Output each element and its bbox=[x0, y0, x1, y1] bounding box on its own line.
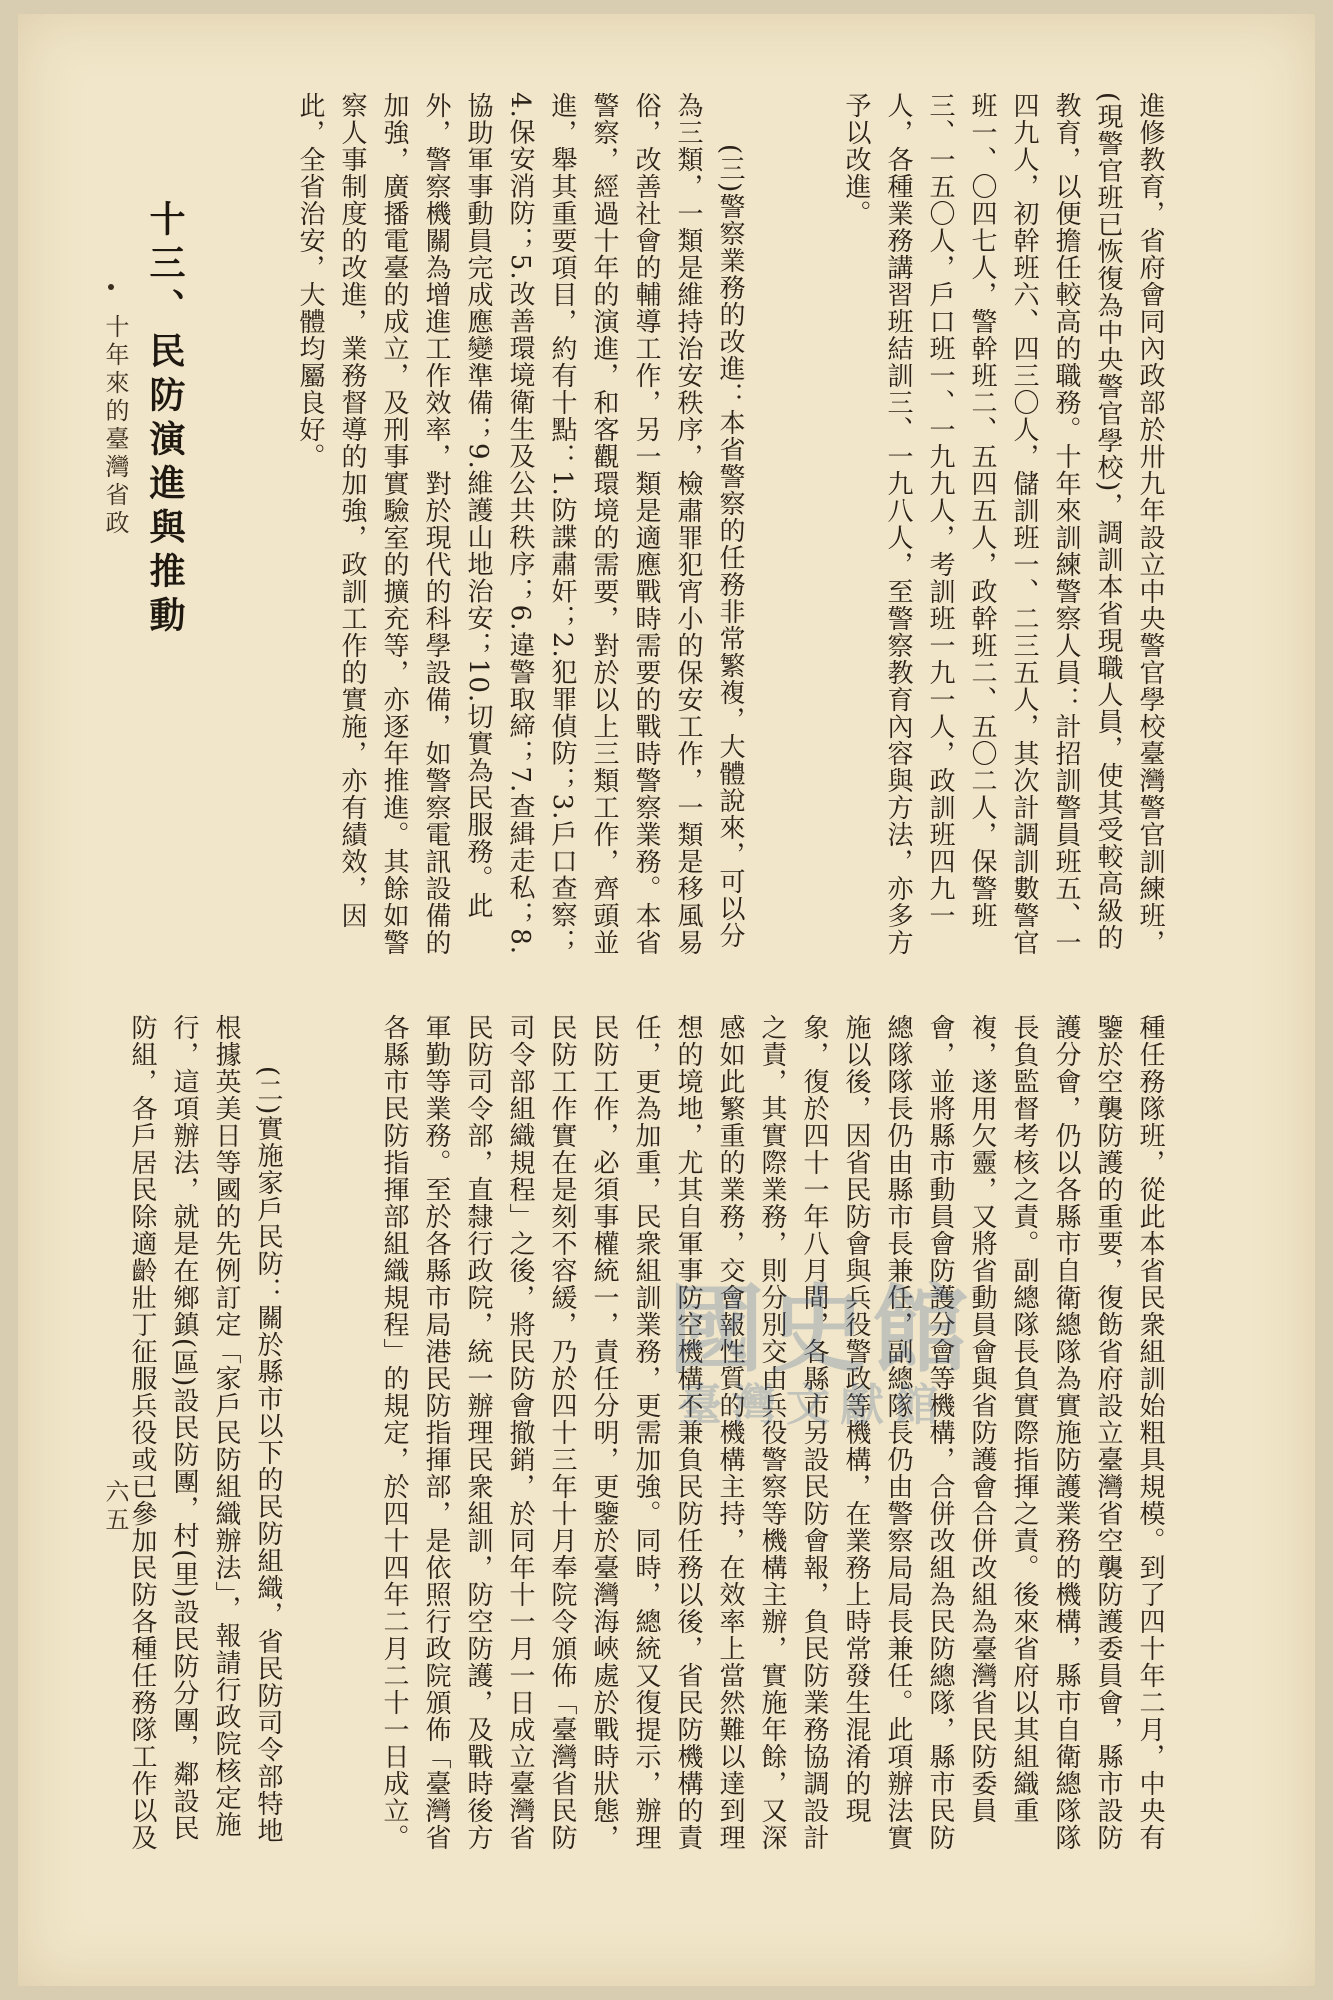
paragraph-police-education: 進修教育，省府會同內政部於卅九年設立中央警官學校臺灣警官訓練班，(現警官班已恢復為中央警官學校)，調訓本省現職人員，使其受較高級的教育，以便擔任較高的職務。十年來訓練警察人員：計招訓警員班五、一四九人，初幹班六、四三〇人，儲訓班一、二三五人，其次計調訓數警官班一、〇四七人，警幹班二、五四五人，政幹班二、五〇二人，保警班三、一五〇人，戶口班一、一九九人，考訓班一九一人，政訓班四九一人，各種業務講習班結訓三、一九八人，至警察教育內容與方法，亦多方予以改進。 bbox=[841, 92, 1165, 956]
upper-text-block bbox=[115, 92, 1255, 962]
header-dot bbox=[108, 284, 114, 290]
watermark-subtitle: 臺灣文獻館 bbox=[678, 1380, 948, 1431]
page-number: 六五 bbox=[101, 1479, 129, 1535]
running-head: 十年來的臺灣省政 bbox=[101, 314, 129, 538]
paragraph-police-duties: (三)警察業務的改進：本省警察的任務非常繁複，大體說來，可以分為三類，一類是維持治安秩序，檢肅罪犯宵小的保安工作，一類是移風易俗，改善社會的輔導工作，另一類是適應戰時需要的戰時警察業務。本省警察，經過十年的演進，和客觀環境的需要，對於以上三類工作，齊頭並進，舉其重要項目，約有十點：1.防諜肅奸；2.犯罪偵防；3.戶口查察；4.保安消防；5.改善環境衛生及公共秩序；6.違警取締；7.查緝走私；8.協助軍事動員完成應變準備；9.維護山地治安；10.切實為民服務。此外，警察機關為增進工作效率，對於現代的科學設備，如警察電訊設備的加強，廣播電臺的成立，及刑事實驗室的擴充等，亦逐年推進。其餘如警察人事制度的改進，業務督導的加強，政訓工作的實施，亦有績效，因此，全省治安，大體均屬良好。 bbox=[295, 92, 745, 956]
watermark-title: 國史館 bbox=[668, 1274, 974, 1386]
paragraph-household-defense: (二)實施家戶民防：關於縣市以下的民防組織，省民防司令部特地根據英美日等國的先例訂定「家戶民防組織辦法」，報請行政院核定施行，這項辦法，就是在鄉鎮(區)設民防團，村(里)設民防分團，鄰設民防組，各戶居民除適齡壯丁征服兵役或已參加民防各種任務隊工作以及 bbox=[127, 1014, 283, 1851]
section-heading: 十三、民防演進與推動 bbox=[144, 200, 185, 640]
paragraph-civil-defense-continued: 種任務隊班，從此本省民衆組訓始粗具規模。到了四十年二月，中央有鑒於空襲防護的重要，復飭省府設立臺灣省空襲防護委員會，縣市設防護分會，仍以各縣市自衛總隊為實施防護業務的機構，縣市自衛總隊隊長負監督考核之責。副總隊長負實際指揮之責。後來省府以其組織重複，遂用欠靈，又將省動員會與省防護會合併改組為臺灣省民防委員會，並將縣市動員會防護分會等機構，合併改組為民防總隊，縣市民防總隊隊長仍由縣市長兼任，副總隊長仍由警察局局長兼任。此項辦法實施以後，因省民防會與兵役警政等機構，在業務上時常發生混淆的現象，復於四十一年八月間，各縣市另設民防會報，負民防業務協調設計之責，其實際業務，則分別交由兵役警察等機構主辦，實施年餘，又深感如此繁重的業務，交會報性質的機構主持，在效率上當然難以達到理想的境地，尤其自軍事防空機構不兼負民防任務以後，省民防機構的責任，更為加重，民衆組訓業務，更需加強。同時，總統又復提示，辦理民防工作，必須事權統一，責任分明，更鑒於臺灣海峽處於戰時狀態，民防工作實在是刻不容緩，乃於四十三年十月奉院令頒佈「臺灣省民防司令部組織規程」之後，將民防會撤銷，於同年十一月一日成立臺灣省民防司令部，直隸行政院，統一辦理民衆組訓，防空防護，及戰時後方軍勤等業務。至於各縣市局港民防指揮部，是依照行政院頒佈「臺灣省各縣市民防指揮部組織規程」的規定，於四十四年二月二十一日成立。 bbox=[379, 1014, 1165, 1851]
document-page bbox=[18, 14, 1315, 1986]
lower-text-block bbox=[115, 1014, 1255, 1854]
